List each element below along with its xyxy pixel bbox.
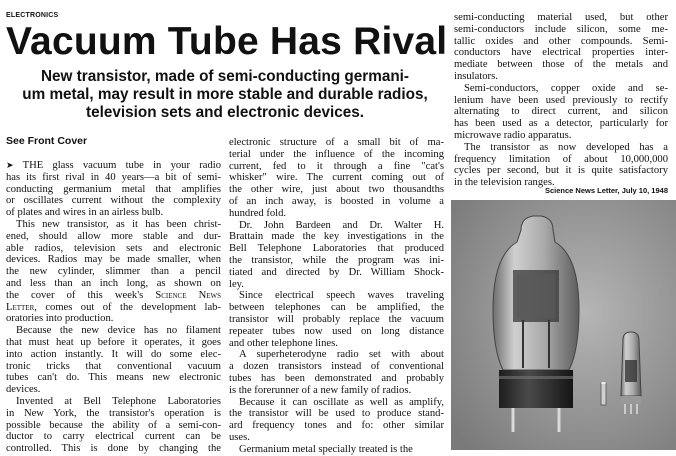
text-line: Invented at Bell Telephone Laboratories <box>16 395 221 407</box>
publication-credit: Science News Letter, July 10, 1948 <box>545 186 668 195</box>
article-column-1 <box>6 160 221 455</box>
text-line <box>6 290 221 302</box>
see-front-cover-heading: See Front Cover <box>6 135 88 147</box>
text-line: devices. Radios may be made smaller, when <box>6 254 221 266</box>
text-line: hundred fold. <box>229 207 287 219</box>
photo-illustration <box>451 200 676 450</box>
text-line: the other wire, just about two thousandths <box>229 184 444 196</box>
deck <box>6 68 444 122</box>
text-line: controlled. This is done by changing the <box>6 443 221 455</box>
line-text: , comes out of the development lab- <box>34 301 221 313</box>
headline: Vacuum Tube Has Rival <box>6 20 448 63</box>
text-line: ard frequency tones and fo: other similar <box>229 420 444 432</box>
text-line: electronic structure of a small bit of ma- <box>229 137 444 148</box>
text-line: tallic oxides and other compounds. Semi- <box>454 35 668 47</box>
text-line: that must heat up before it operates, it goes <box>6 336 221 348</box>
text-line: repeater tubes now used on long distance <box>229 325 444 337</box>
text-line: This new transistor, as it has been christ- <box>16 218 221 230</box>
text-line: The transistor as now developed has a <box>464 141 668 153</box>
text-line: Because the new device has no filament <box>16 325 221 337</box>
text-line: and other telephone lines. <box>229 337 338 349</box>
deck-line: television sets and electronic devices. <box>85 104 365 121</box>
text-line: ductor to carry electrical current can be <box>6 431 221 443</box>
section-label: ELECTRONICS <box>6 12 59 19</box>
text-line: cycles per second, but it is quite satisfactory <box>454 165 668 177</box>
text-line: conductors have electrical properties inter- <box>454 47 668 59</box>
text-line: whisker" wire. The current coming out of <box>229 172 444 184</box>
deck-line: um metal, may result in more stable and durable radios, <box>22 86 428 103</box>
text-line: Semi-conductors, copper oxide and se- <box>464 82 668 94</box>
text-line: semi-conductors include silicon, some me- <box>454 23 668 35</box>
text-line: of plates and wires in an airless bulb. <box>6 207 164 219</box>
text-line: uses. <box>229 431 250 443</box>
text-line: oratories into production. <box>6 313 114 325</box>
text-line: Because it can oscillate as well as amplify, <box>239 396 444 408</box>
text-line: the new cylinder, slimmer than a pencil <box>6 266 221 278</box>
text-line: the transistor will be used to produce stand- <box>229 408 444 420</box>
text-line: Brattain made the key investigations in the <box>229 231 444 243</box>
text-line: and less than an inch long, as shown on <box>6 277 221 289</box>
bullet-arrow-icon: ➤ <box>6 160 14 170</box>
text-line: A superheterodyne radio set with about <box>239 349 444 361</box>
text-line: devices. <box>6 384 41 396</box>
text-line: or oscillates current without the complexity <box>6 195 221 207</box>
text-line: alternating to direct current, and silicon <box>454 106 668 118</box>
text-line: ley. <box>229 278 244 290</box>
text-line: Germanium metal specially treated is the <box>239 443 413 455</box>
text-line: possible because the ability of a semi-con- <box>6 419 221 431</box>
text-line: has its first rival in 40 years—a bit of semi- <box>6 171 221 183</box>
text-line: mediate between those of the metals and <box>454 59 668 71</box>
text-line: Dr. John Bardeen and Dr. Walter H. <box>239 219 444 231</box>
text-line: lenium have been used previously to rectify <box>454 94 668 106</box>
text-line: the transistor, while the program was ini- <box>229 254 444 266</box>
article-column-2 <box>229 137 444 456</box>
text-line: of an inch away, is boosted in volume a <box>229 195 444 207</box>
text-line: tubes can't do. This means new electronic <box>6 372 221 384</box>
text-line: Since electrical speech waves traveling <box>239 290 444 302</box>
text-line: has been used as a detector, particularly for <box>454 118 668 130</box>
text-line: in New York, the transistor's operation is <box>6 407 221 419</box>
text-line: conducting germanium metal that amplifies <box>6 183 221 195</box>
line-text: THE glass vacuum tube in your radio <box>22 160 221 171</box>
line-text: the cover of this week's <box>6 289 156 301</box>
deck-line: New transistor, made of semi-conducting germani- <box>40 68 410 85</box>
text-line: in the television ranges. <box>454 177 555 189</box>
text-line: transistor will probably replace the vacuum <box>229 313 444 325</box>
text-line: tronic tricks that conventional vacuum <box>6 360 221 372</box>
text-line: able radios, television sets and electronic <box>6 242 221 254</box>
text-line: current, fed to it through a fine "cat's <box>229 160 444 172</box>
text-line: microwave radio apparatus. <box>454 129 572 141</box>
text-line: is the forerunner of a new family of radios. <box>229 384 412 396</box>
text-line: tiated and directed by Dr. William Shock- <box>229 266 444 278</box>
text-line: frequency limitation of about 10,000,000 <box>454 153 668 165</box>
vacuum-tube-photo <box>451 200 676 450</box>
text-line: into action instantly. It will do some elec- <box>6 348 221 360</box>
text-line: semi-conducting material used, but other <box>454 12 668 23</box>
text-line: a dozen transistors instead of conventional <box>229 361 444 373</box>
publication-name: Science News <box>155 289 221 301</box>
text-line: ened, should allow more stable and dur- <box>6 230 221 242</box>
text-line: between telephones can be amplified, the <box>229 302 444 314</box>
text-line: insulators. <box>454 70 498 82</box>
text-line: terial under the influence of the incoming <box>229 148 444 160</box>
publication-name: Letter <box>6 301 35 313</box>
text-line <box>6 160 221 172</box>
text-line: Bell Telephone Laboratories that produced <box>229 243 444 255</box>
text-line: tubes has been demonstrated and probably <box>229 372 444 384</box>
text-line <box>6 302 221 314</box>
article-column-3 <box>454 12 668 189</box>
